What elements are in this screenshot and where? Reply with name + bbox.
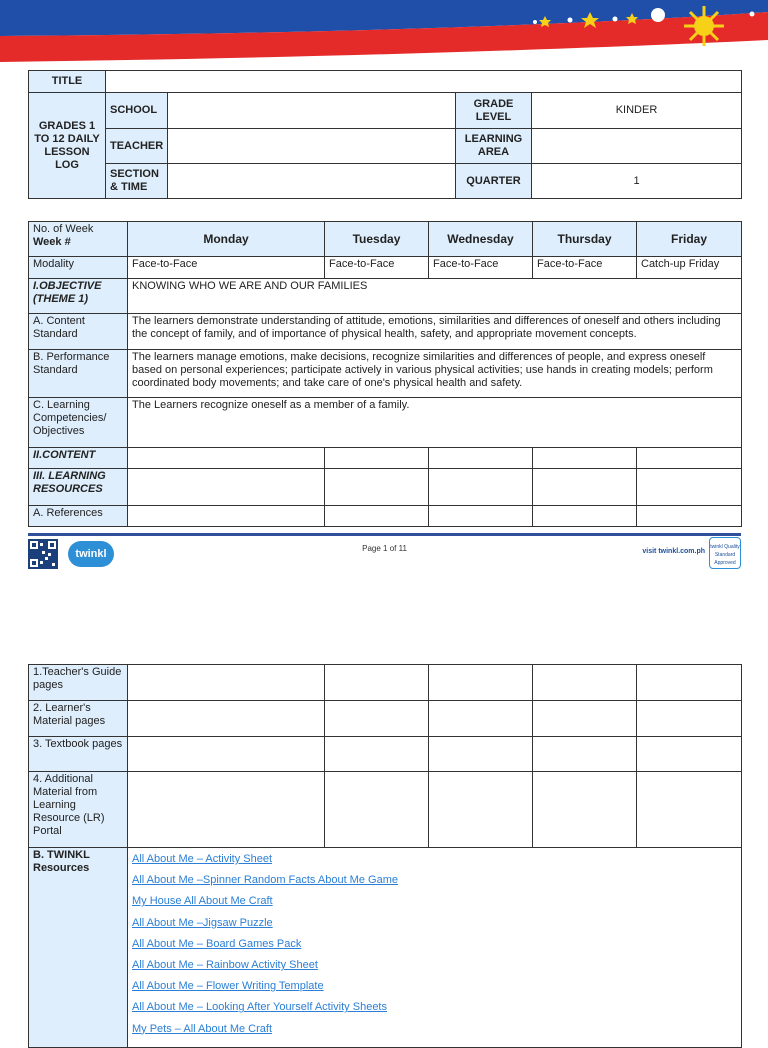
objective-label: I.OBJECTIVE (THEME 1) (29, 279, 128, 314)
cell[interactable] (325, 737, 429, 772)
cell[interactable] (533, 701, 637, 737)
cell[interactable] (128, 737, 325, 772)
sun-icon (684, 6, 724, 46)
day-header-tuesday: Tuesday (325, 222, 429, 257)
cell[interactable] (637, 772, 742, 848)
objective-value[interactable]: KNOWING WHO WE ARE AND OUR FAMILIES (128, 279, 742, 314)
resource-link[interactable]: My House All About Me Craft (132, 895, 273, 908)
day-header-friday: Friday (637, 222, 742, 257)
resource-link[interactable]: All About Me – Rainbow Activity Sheet (132, 959, 318, 972)
grades-label: GRADES 1 TO 12 DAILY LESSON LOG (29, 93, 106, 199)
content-standard-value[interactable]: The learners demonstrate understanding of attitude, emotions, similarities and differences of oneself and others including the concept of family, and of importance of physical health, safety, and appropriate movement concepts. (128, 314, 742, 350)
cell[interactable] (429, 701, 533, 737)
day-header-wednesday: Wednesday (429, 222, 533, 257)
content-monday[interactable] (128, 448, 325, 469)
school-value[interactable] (168, 93, 456, 129)
footer-divider (28, 533, 741, 536)
title-value[interactable] (106, 71, 742, 93)
quarter-value[interactable]: 1 (532, 164, 742, 199)
visit-link[interactable]: visit twinkl.com.ph (642, 548, 705, 555)
quality-badge: twinkl Quality Standard Approved (709, 537, 741, 569)
content-wednesday[interactable] (429, 448, 533, 469)
modality-tuesday[interactable]: Face-to-Face (325, 257, 429, 279)
day-header-monday: Monday (128, 222, 325, 257)
resource-link[interactable]: All About Me – Flower Writing Template (132, 980, 324, 993)
section-label: SECTION & TIME (106, 164, 168, 199)
cell[interactable] (637, 701, 742, 737)
top-banner (0, 0, 768, 64)
additional-material-label: 4. Additional Material from Learning Resource (LR) Portal (29, 772, 128, 848)
cell[interactable] (429, 737, 533, 772)
references-thursday[interactable] (533, 506, 637, 527)
page-footer (28, 537, 741, 571)
resource-link[interactable]: All About Me –Jigsaw Puzzle (132, 916, 273, 929)
learning-area-value[interactable] (532, 129, 742, 164)
cell[interactable] (128, 701, 325, 737)
teacher-value[interactable] (168, 129, 456, 164)
resources-monday[interactable] (128, 469, 325, 506)
moon-icon (651, 8, 665, 22)
week-label-line2: Week # (33, 236, 71, 248)
cell[interactable] (637, 737, 742, 772)
section-value[interactable] (168, 164, 456, 199)
cell[interactable] (637, 665, 742, 701)
modality-wednesday[interactable]: Face-to-Face (429, 257, 533, 279)
teacher-label: TEACHER (106, 129, 168, 164)
learning-area-label: LEARNING AREA (456, 129, 532, 164)
references-tuesday[interactable] (325, 506, 429, 527)
learners-material-label: 2. Learner's Material pages (29, 701, 128, 737)
competencies-label: C. Learning Competencies/ Objectives (29, 398, 128, 448)
school-label: SCHOOL (106, 93, 168, 129)
cell[interactable] (429, 772, 533, 848)
cell[interactable] (325, 665, 429, 701)
title-label: TITLE (29, 71, 106, 93)
resource-link[interactable]: All About Me – Activity Sheet (132, 853, 273, 865)
content-thursday[interactable] (533, 448, 637, 469)
cell[interactable] (533, 665, 637, 701)
quarter-label: QUARTER (456, 164, 532, 199)
teachers-guide-label: 1.Teacher's Guide pages (29, 665, 128, 701)
performance-standard-label: B. Performance Standard (29, 350, 128, 398)
resources-label: III. LEARNING RESOURCES (29, 469, 128, 506)
resources-table (28, 664, 742, 1048)
content-label: II.CONTENT (29, 448, 128, 469)
lesson-table (28, 221, 742, 527)
cell[interactable] (533, 737, 637, 772)
references-wednesday[interactable] (429, 506, 533, 527)
grade-level-value[interactable]: KINDER (532, 93, 742, 129)
content-tuesday[interactable] (325, 448, 429, 469)
cell[interactable] (128, 772, 325, 848)
resource-link[interactable]: My Pets – All About Me Craft (132, 1022, 273, 1035)
resources-wednesday[interactable] (429, 469, 533, 506)
page-number: Page 1 of 11 (362, 544, 407, 553)
cell[interactable] (325, 772, 429, 848)
resources-thursday[interactable] (533, 469, 637, 506)
cell[interactable] (429, 665, 533, 701)
twinkl-links (128, 848, 742, 1048)
performance-standard-value[interactable]: The learners manage emotions, make decisions, recognize similarities and differences of people, and express oneself based on personal experiences; participate actively in various physical activities; use hands in creating models; perform coordinated body movements; and take care of one's physical health and safety. (128, 350, 742, 398)
grade-level-label: GRADE LEVEL (456, 93, 532, 129)
header-table (28, 70, 742, 199)
modality-label: Modality (29, 257, 128, 279)
week-label-line1: No. of Week (33, 223, 94, 235)
resource-link[interactable]: All About Me – Board Games Pack (132, 937, 302, 950)
resources-tuesday[interactable] (325, 469, 429, 506)
resource-link[interactable]: All About Me –Spinner Random Facts About Me Game (132, 874, 398, 887)
content-standard-label: A. Content Standard (29, 314, 128, 350)
references-monday[interactable] (128, 506, 325, 527)
cell[interactable] (128, 665, 325, 701)
resources-friday[interactable] (637, 469, 742, 506)
cell[interactable] (533, 772, 637, 848)
modality-thursday[interactable]: Face-to-Face (533, 257, 637, 279)
competencies-value[interactable]: The Learners recognize oneself as a member of a family. (128, 398, 742, 448)
references-friday[interactable] (637, 506, 742, 527)
week-label (29, 222, 128, 257)
modality-friday[interactable]: Catch-up Friday (637, 257, 742, 279)
twinkl-resources-label: B. TWINKL Resources (29, 848, 128, 1048)
day-header-thursday: Thursday (533, 222, 637, 257)
textbook-label: 3. Textbook pages (29, 737, 128, 772)
cell[interactable] (325, 701, 429, 737)
resource-link[interactable]: All About Me – Looking After Yourself Activity Sheets (132, 1001, 387, 1014)
content-friday[interactable] (637, 448, 742, 469)
modality-monday[interactable]: Face-to-Face (128, 257, 325, 279)
references-label: A. References (29, 506, 128, 527)
twinkl-logo: twinkl (68, 541, 114, 567)
